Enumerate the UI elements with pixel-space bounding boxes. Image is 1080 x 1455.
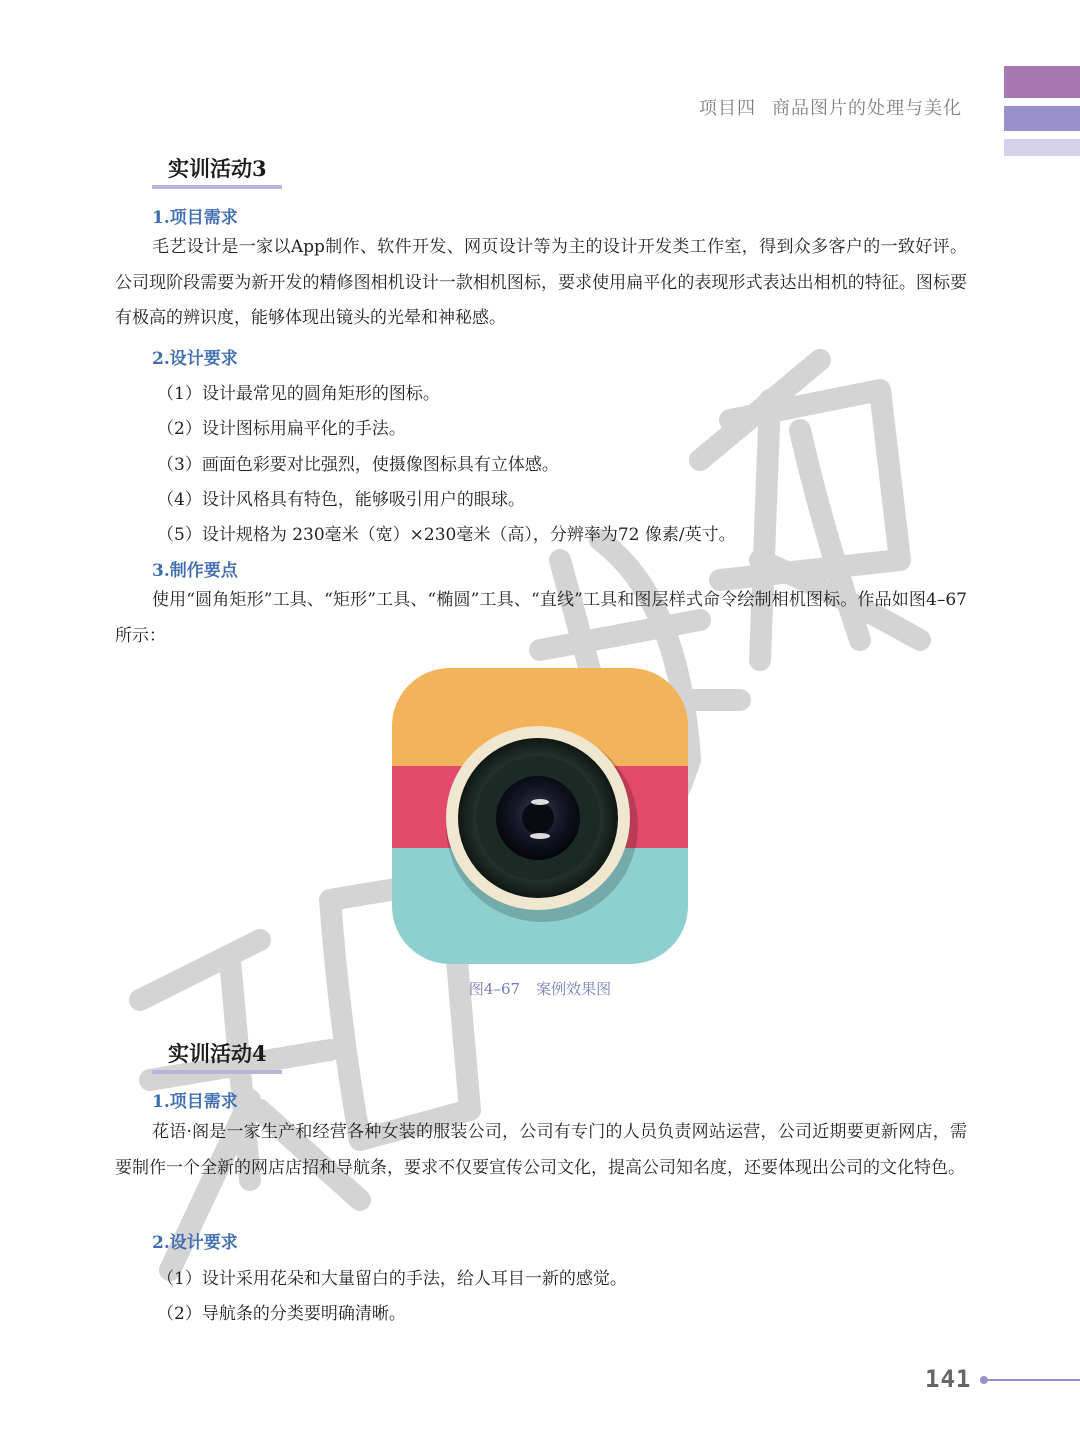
activity3-make-text: 使用“圆角矩形”工具、“矩形”工具、“椭圆”工具、“直线”工具和图层样式命令绘制相机图标。作品如图4–67所示： bbox=[115, 590, 967, 646]
activity3-make-heading: 3.制作要点 bbox=[152, 561, 238, 581]
activity4-req-text: 花语·阁是一家生产和经营各种女装的服装公司，公司有专门的人员负责网站运营，公司近期要更新网店，需要制作一个全新的网店店招和导航条，要求不仅要宣传公司文化，提高公司知名度，还要体现出公司的文化特色。 bbox=[115, 1122, 967, 1178]
camera-app-icon bbox=[392, 668, 688, 964]
activity4-design-heading: 2.设计要求 bbox=[152, 1233, 238, 1253]
activity4-design-item: （2）导航条的分类要明确清晰。 bbox=[157, 1304, 406, 1324]
header-chapter: 商品图片的处理与美化 bbox=[772, 98, 962, 119]
activity3-req-text: 毛艺设计是一家以App制作、软件开发、网页设计等为主的设计开发类工作室，得到众多客户的一致好评。公司现阶段需要为新开发的精修图相机设计一款相机图标，要求使用扁平化的表现形式表达出相机的特征。图标要有极高的辨识度，能够体现出镜头的光晕和神秘感。 bbox=[115, 237, 967, 328]
header-project: 项目四 bbox=[699, 98, 756, 119]
activity4-req-heading: 1.项目需求 bbox=[152, 1092, 238, 1112]
corner-bar-bottom bbox=[1004, 139, 1080, 156]
page-number-line bbox=[986, 1379, 1080, 1381]
figure-caption bbox=[0, 978, 1080, 999]
activity3-design-item: （2）设计图标用扁平化的手法。 bbox=[157, 419, 406, 439]
activity3-design-item: （1）设计最常见的圆角矩形的图标。 bbox=[157, 384, 440, 404]
activity3-title-text: 实训活动3 bbox=[168, 156, 267, 181]
activity3-title bbox=[152, 153, 296, 183]
activity3-design-item: （5）设计规格为 230毫米（宽）×230毫米（高），分辨率为72 像素/英寸。 bbox=[157, 525, 736, 545]
figure-number: 图4–67 bbox=[468, 980, 521, 998]
activity4-design-item: （1）设计采用花朵和大量留白的手法，给人耳目一新的感觉。 bbox=[157, 1269, 627, 1289]
running-header bbox=[699, 94, 962, 120]
corner-bar-middle bbox=[1004, 106, 1080, 131]
page-number: 141 bbox=[925, 1365, 972, 1393]
activity3-design-item: （3）画面色彩要对比强烈，使摄像图标具有立体感。 bbox=[157, 455, 559, 475]
activity3-title-underline bbox=[152, 185, 282, 189]
activity3-design-heading: 2.设计要求 bbox=[152, 349, 238, 369]
activity4-title bbox=[152, 1038, 296, 1068]
activity3-req-heading: 1.项目需求 bbox=[152, 208, 238, 228]
activity4-title-text: 实训活动4 bbox=[168, 1041, 267, 1066]
corner-bar-top bbox=[1004, 66, 1080, 98]
figure-caption-text: 案例效果图 bbox=[536, 980, 612, 998]
activity4-title-underline bbox=[152, 1070, 282, 1074]
activity3-design-item: （4）设计风格具有特色，能够吸引用户的眼球。 bbox=[157, 490, 525, 510]
